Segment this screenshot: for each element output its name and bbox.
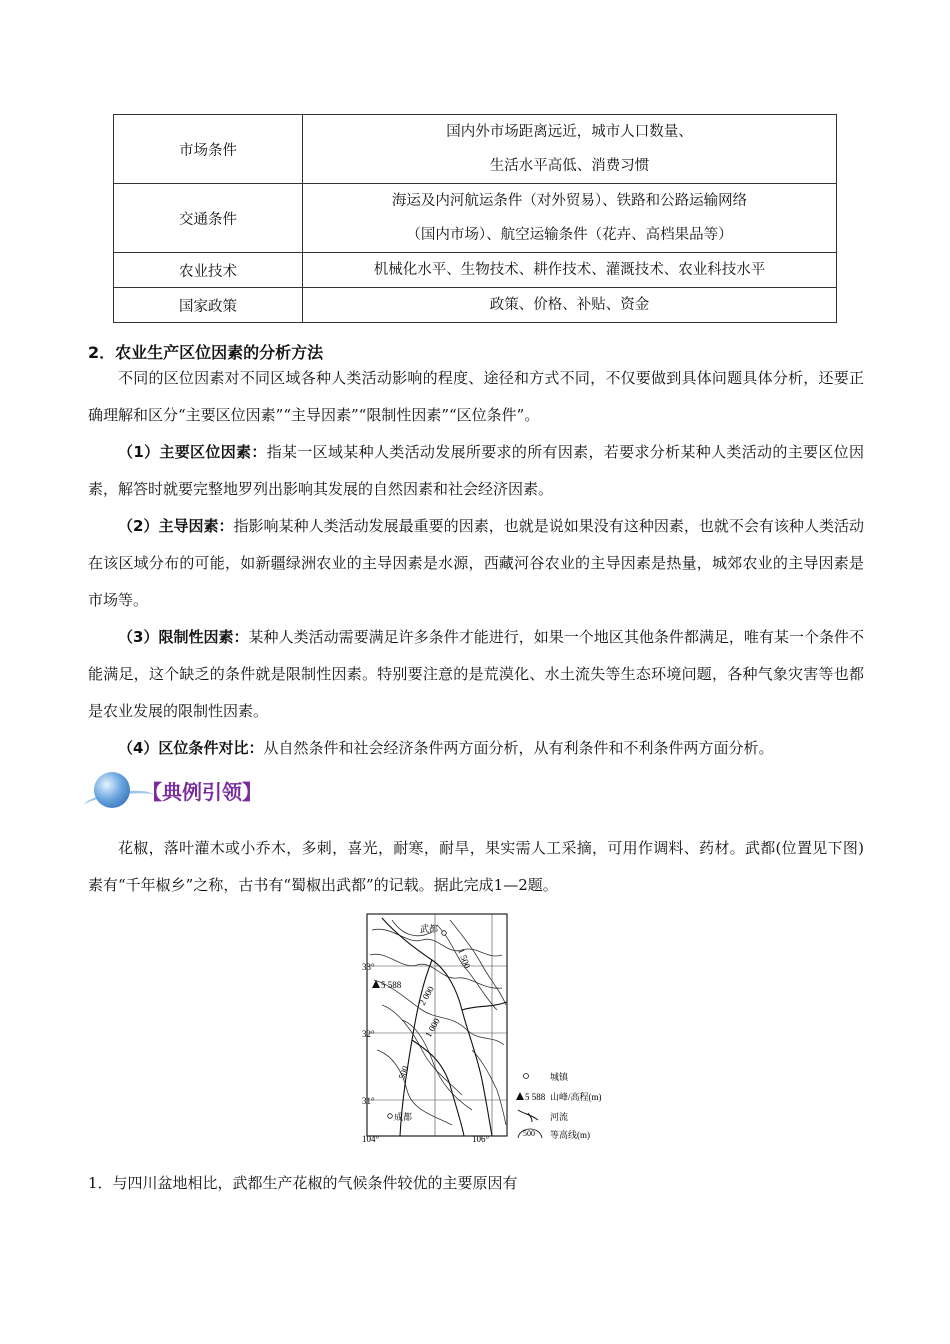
item-paragraph	[88, 730, 864, 767]
item-text: 指某一区域某种人类活动发展所要求的所有因素，若要求分析某种人类活动的主要区位因素，解答时就要完整地罗列出影响其发展的自然因素和社会经济因素。	[88, 443, 864, 498]
item-text: 指影响某种人类活动发展最重要的因素，也就是说如果没有这种因素，也就不会有该种人类活动在该区域分布的可能，如新疆绿洲农业的主导因素是水源，西藏河谷农业的主导因素是热量，城郊农业的主导因素是市场等。	[88, 517, 864, 609]
contour-label: 1 000	[423, 1016, 442, 1039]
town-legend-icon	[524, 1074, 529, 1079]
table-row	[114, 184, 837, 253]
river-legend-icon	[518, 1110, 538, 1120]
contour-label: 500	[396, 1064, 411, 1081]
item-text: 某种人类活动需要满足许多条件才能进行，如果一个地区其他条件都满足，唯有某一个条件不能满足，这个缺乏的条件就是限制性因素。特别要注意的是荒漠化、水土流失等生态环境问题，各种气象灾害等也都是农业发展的限制性因素。	[88, 628, 864, 720]
factors-table	[113, 114, 837, 323]
lon-label: 104°	[362, 1134, 380, 1142]
intro-paragraph: 不同的区位因素对不同区域各种人类活动影响的程度、途径和方式不同，不仅要做到具体问题具体分析，还要正确理解和区分“主要区位因素”“主导因素”“限制性因素”“区位条件”。	[88, 369, 864, 424]
factor-cell: 国家政策	[114, 288, 303, 323]
contour-label: 2 000	[417, 984, 436, 1007]
legend-label: 河流	[550, 1112, 569, 1122]
question-text: 1．与四川盆地相比，武都生产花椒的气候条件较优的主要原因有	[88, 1174, 518, 1192]
detail-line: 国内外市场距离远近，城市人口数量、	[446, 124, 693, 140]
section-heading: 2．农业生产区位因素的分析方法	[88, 343, 324, 362]
detail-cell	[303, 184, 837, 253]
detail-line: 生活水平高低、消费习惯	[489, 158, 650, 174]
peak-label: 5 588	[381, 980, 402, 990]
lon-label: 106°	[472, 1134, 490, 1142]
detail-line: （国内市场）、航空运输条件（花卉、高档果品等）	[406, 227, 733, 243]
item-label: （1）主要区位因素：	[118, 443, 267, 461]
map-label-wudu: 武都	[420, 924, 439, 934]
factor-cell: 市场条件	[114, 115, 303, 184]
peak-legend-icon	[516, 1092, 524, 1100]
detail-cell	[303, 253, 837, 288]
lat-label: 31°	[362, 1096, 375, 1106]
example-banner	[84, 768, 384, 812]
item-paragraph	[88, 434, 864, 508]
detail-cell	[303, 288, 837, 323]
legend-value: 5 588	[525, 1092, 546, 1102]
wudu-topographic-map	[362, 910, 632, 1142]
item-paragraph	[88, 619, 864, 730]
contour-label: 1 500	[456, 947, 473, 970]
section-body	[88, 360, 864, 767]
legend-label: 山峰/高程(m)	[550, 1092, 602, 1102]
map-legend	[516, 1071, 602, 1140]
factor-cell: 交通条件	[114, 184, 303, 253]
factor-cell: 农业技术	[114, 253, 303, 288]
item-label: （3）限制性因素：	[118, 628, 249, 646]
detail-line: 海运及内河航运条件（对外贸易）、铁路和公路运输网络	[391, 193, 748, 209]
banner-title: 【典例引领】	[142, 780, 262, 804]
item-text: 从自然条件和社会经济条件两方面分析，从有利条件和不利条件两方面分析。	[263, 739, 774, 757]
example-body	[88, 830, 864, 904]
table-row	[114, 288, 837, 323]
table-row	[114, 253, 837, 288]
example-paragraph: 花椒，落叶灌木或小乔木，多刺，喜光，耐寒，耐旱，果实需人工采摘，可用作调料、药材。武都(位置见下图)素有“千年椒乡”之称，古书有“蜀椒出武都”的记载。据此完成1—2题。	[88, 839, 864, 894]
lat-label: 32°	[362, 1029, 375, 1039]
lat-label: 33°	[362, 962, 375, 972]
map-label-chengdu: 成都	[394, 1112, 413, 1122]
legend-label: 城镇	[550, 1072, 569, 1082]
globe-icon	[94, 772, 130, 808]
legend-label: 等高线(m)	[550, 1130, 590, 1140]
item-label: （4）区位条件对比：	[118, 739, 264, 757]
legend-value: 500	[523, 1129, 535, 1138]
item-paragraph	[88, 508, 864, 619]
town-marker	[388, 1114, 393, 1119]
town-marker	[442, 931, 447, 936]
table-row	[114, 115, 837, 184]
detail-line: 机械化水平、生物技术、耕作技术、灌溉技术、农业科技水平	[373, 262, 766, 278]
detail-line: 政策、价格、补贴、资金	[489, 297, 650, 313]
item-label: （2）主导因素：	[118, 517, 234, 535]
detail-cell	[303, 115, 837, 184]
